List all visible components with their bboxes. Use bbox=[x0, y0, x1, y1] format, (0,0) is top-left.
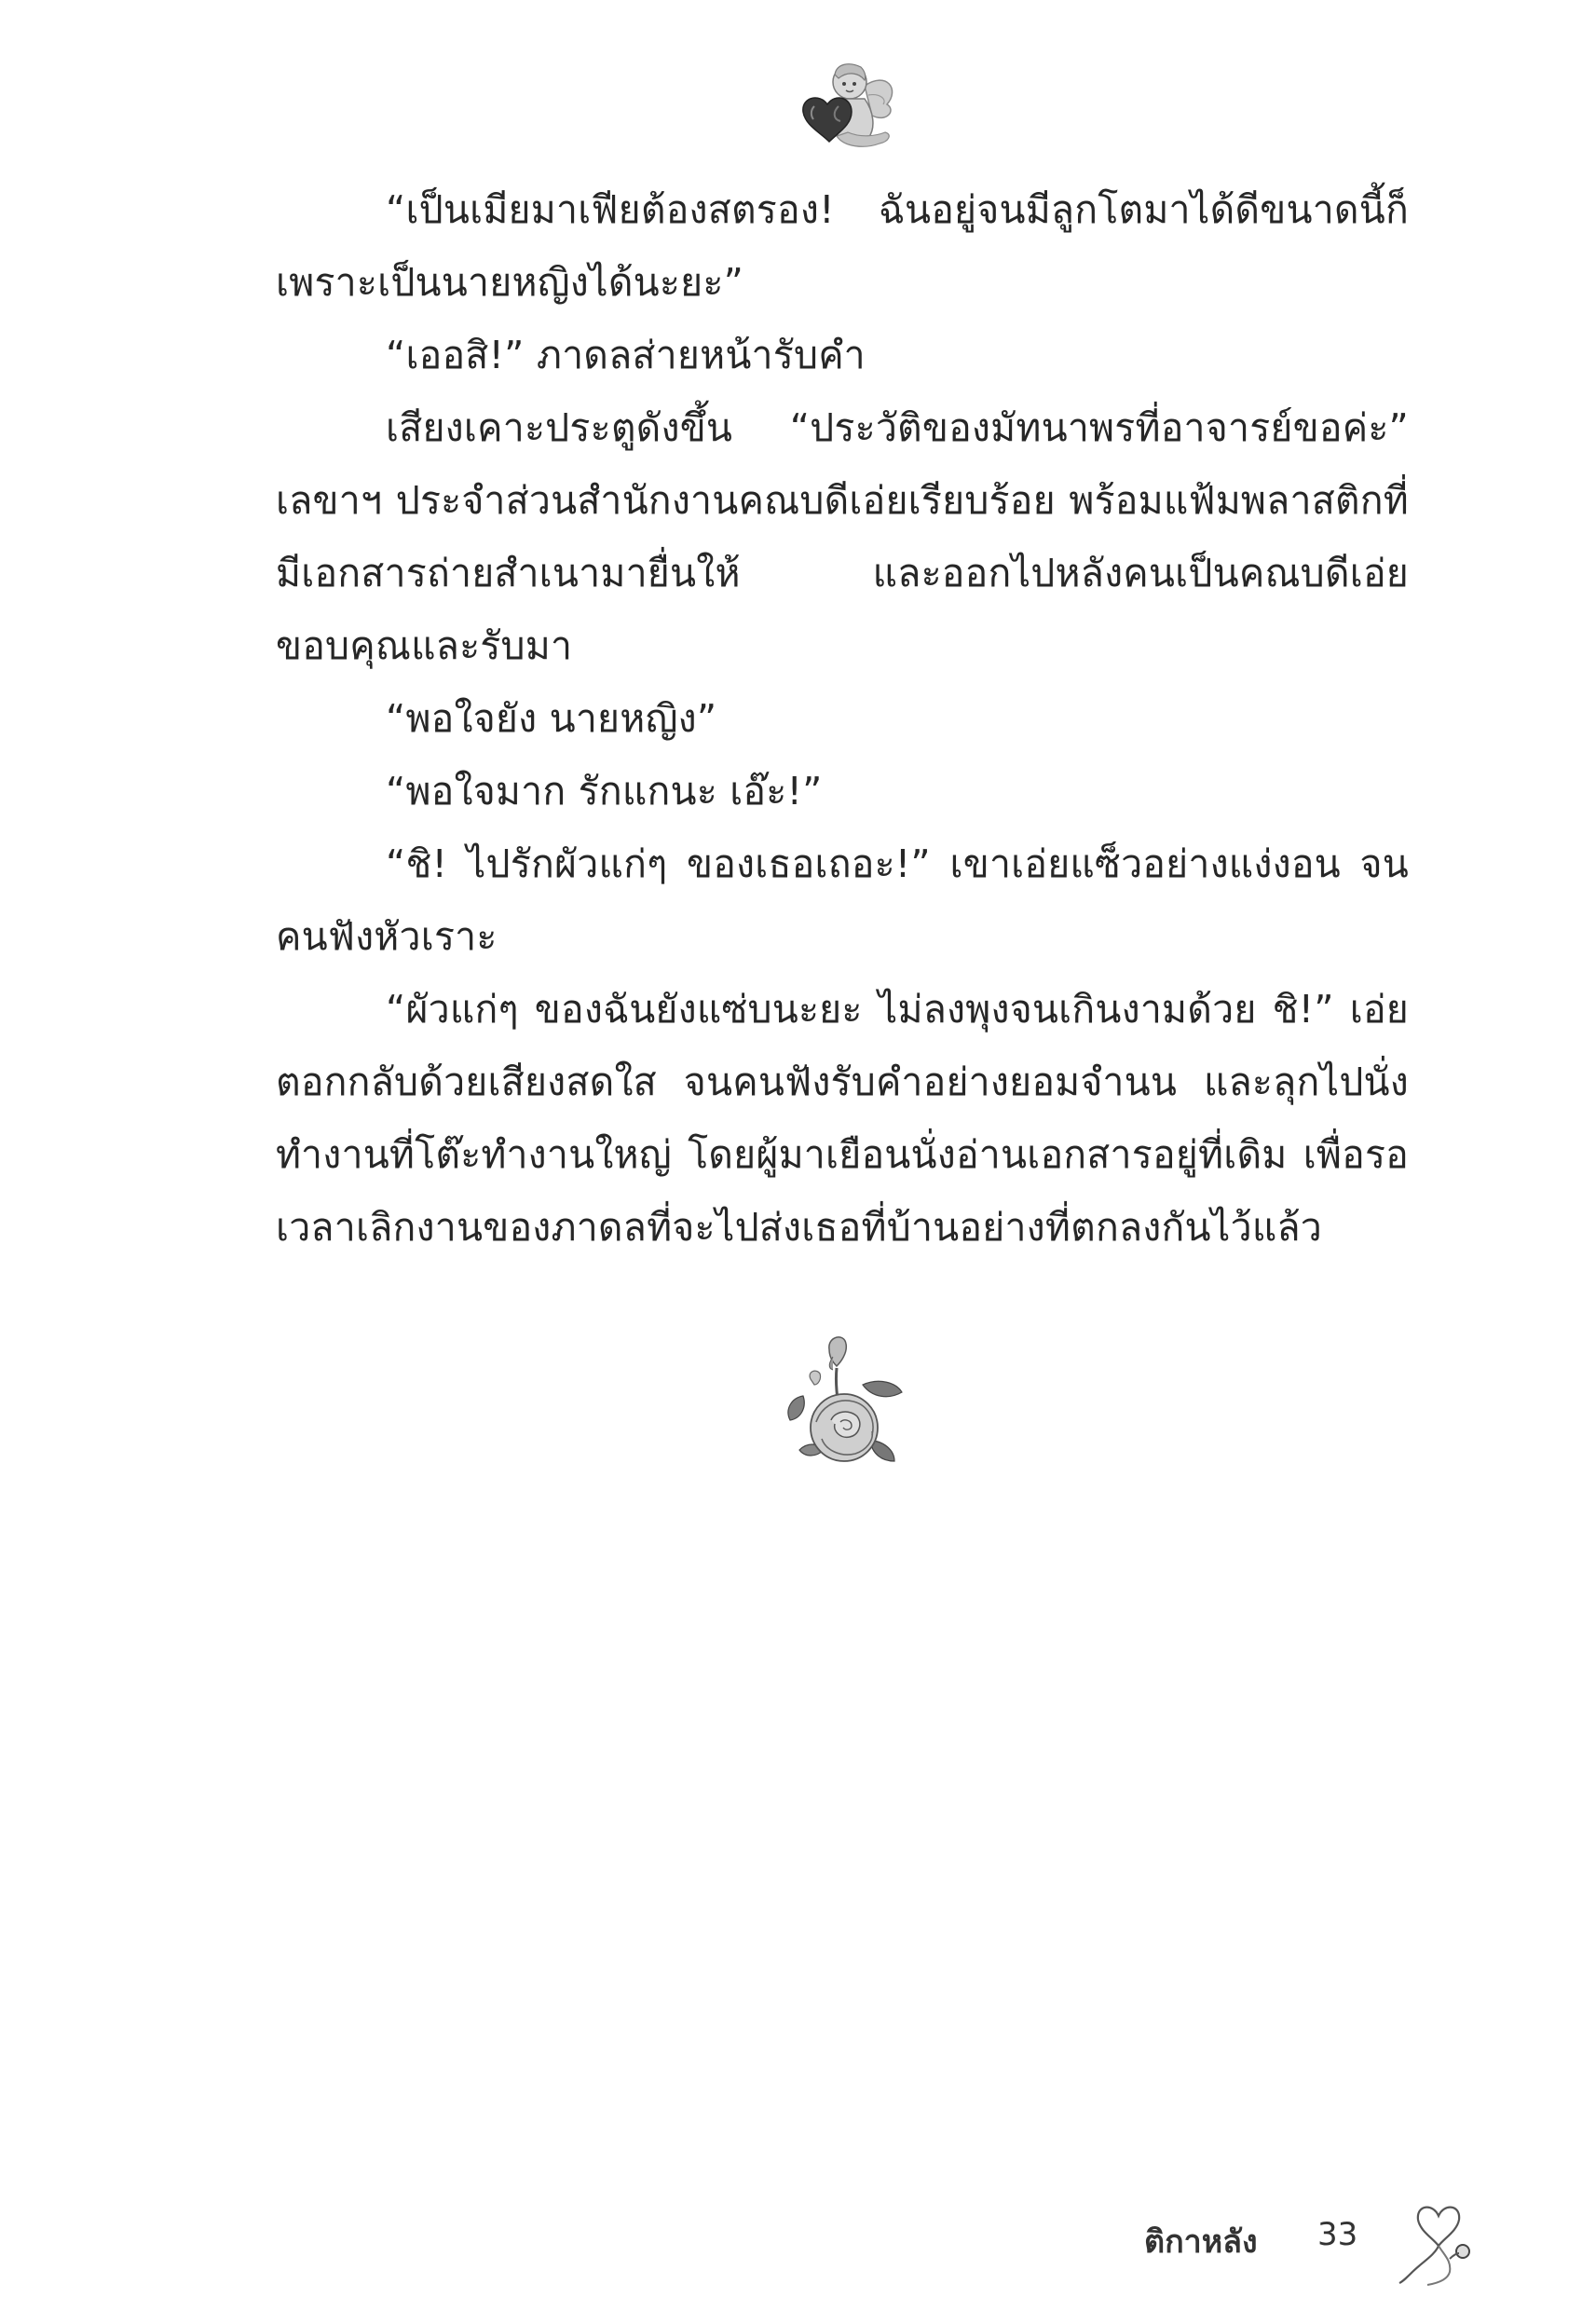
story-paragraph: “เป็นเมียมาเฟียต้องสตรอง! ฉันอยู่จนมีลูกโตมาได้ดีขนาดนี้ก็เพราะเป็นนายหญิงได้นะยะ” bbox=[276, 187, 1409, 305]
cherub-holding-heart-icon bbox=[783, 58, 904, 153]
page-footer bbox=[1144, 2194, 1480, 2287]
story-paragraph: “ผัวแก่ๆ ของฉันยังแซ่บนะยะ ไม่ลงพุงจนเกินงามด้วย ชิ!” เอ่ยตอกกลับด้วยเสียงสดใส จนคนฟังรับคำอย่างยอมจำนน และลุกไปนั่งทำงานที่โต๊ะทำงานใหญ่ โดยผู้มาเยือนนั่งอ่านเอกสารอยู่ที่เดิม เพื่อรอเวลาเลิกงานของภาดลที่จะไปส่งเธอที่บ้านอย่างที่ตกลงกันไว้แล้ว bbox=[276, 987, 1409, 1250]
story-paragraph: “เออสิ!” ภาดลส่ายหน้ารับคำ bbox=[386, 333, 866, 377]
rose-icon bbox=[779, 1331, 909, 1470]
page-number: 33 bbox=[1317, 2216, 1358, 2253]
story-paragraph: เสียงเคาะประตูดังขึ้น “ประวัติของมัทนาพรที่อาจารย์ขอค่ะ” เลขาฯ ประจำส่วนสำนักงานคณบดีเอ่ยเรียบร้อย พร้อมแฟ้มพลาสติกที่มีเอกสารถ่ายสำเนามายื่นให้ และออกไปหลังคนเป็นคณบดีเอ่ยขอบคุณและรับมา bbox=[276, 405, 1409, 668]
book-title: ติกาหลัง bbox=[1144, 2223, 1258, 2261]
stethoscope-heart-icon bbox=[1394, 2194, 1480, 2287]
story-paragraph: “ชิ! ไปรักผัวแก่ๆ ของเธอเถอะ!” เขาเอ่ยแซ็วอย่างแง่งอน จนคนฟังหัวเราะ bbox=[276, 841, 1409, 959]
story-paragraph: “พอใจยัง นายหญิง” bbox=[386, 696, 717, 741]
story-text bbox=[276, 173, 1409, 1264]
story-paragraph: “พอใจมาก รักแกนะ เอ๊ะ!” bbox=[386, 769, 823, 814]
